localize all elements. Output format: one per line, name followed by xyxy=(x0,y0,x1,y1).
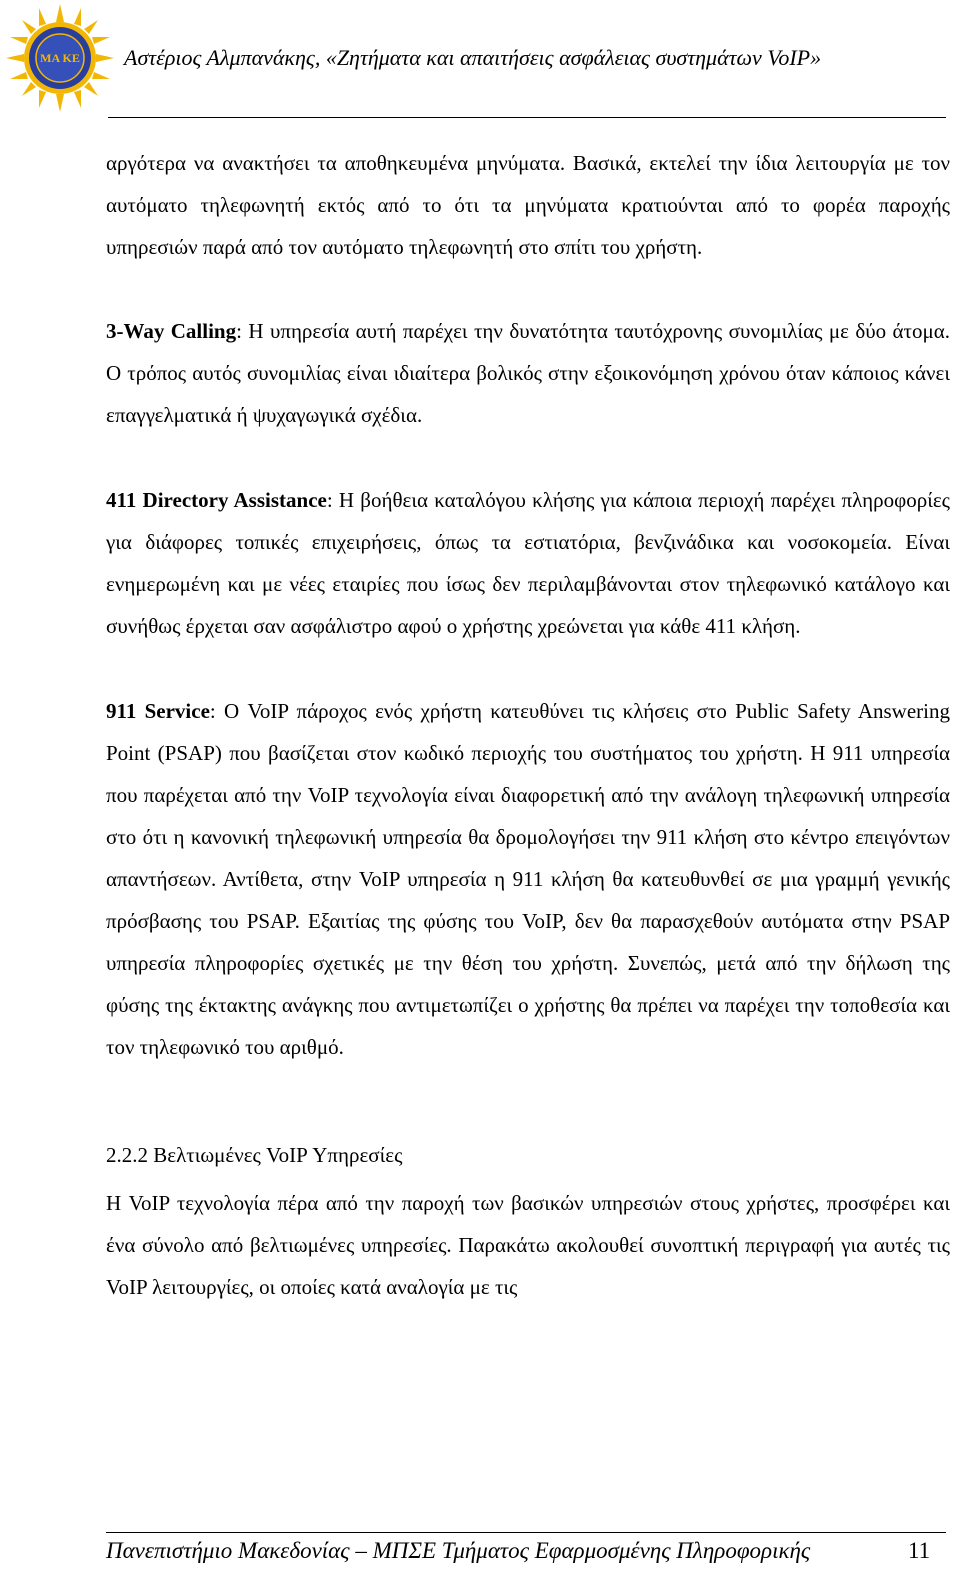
logo-text: ΜΑ ΚΕ xyxy=(40,51,80,65)
paragraph-911-service xyxy=(106,690,950,1068)
section-heading: 2.2.2 Βελτιωμένες VoIP Υπηρεσίες xyxy=(106,1143,403,1167)
page-number: 11 xyxy=(908,1538,931,1563)
footer-divider xyxy=(106,1532,946,1533)
paragraph-411-directory xyxy=(106,479,950,647)
page-body xyxy=(106,142,950,1308)
university-logo xyxy=(6,4,114,112)
paragraph-enhanced-services: Η VoIP τεχνολογία πέρα από την παροχή των βασικών υπηρεσιών στους χρήστες, προσφέρει και ένα σύνολο από βελτιωμένες υπηρεσίες. Παρακάτω ακολουθεί συνοπτική περιγραφή για αυτές τις VoIP λειτουργίες, οι οποίες κατά αναλογία με τις xyxy=(106,1191,950,1299)
text-911-service: : Ο VoIP πάροχος ενός χρήστη κατευθύνει τις κλήσεις στο Public Safety Answering Point (PSAP) που βασίζεται στον κωδικό περιοχής του συστήματος του χρήστη. Η 911 υπηρεσία που παρέχεται από την VoIP τεχνολογία είναι διαφορετική από την ανάλογη τηλεφωνική υπηρεσία στο ότι η κανονική τηλεφωνική υπηρεσία θα δρομολογήσει την 911 κλήση στο κέντρο επειγόντων απαντήσεων. Αντίθετα, στην VoIP υπηρεσία η 911 κλήση θα κατευθυνθεί σε μια γραμμή γενικής πρόσβασης του PSAP. Εξαιτίας της φύσης του VoIP, δεν θα παρασχεθούν αυτόματα στην PSAP υπηρεσία πληροφορίες σχετικές με την θέση του χρήστη. Συνεπώς, μετά από την δήλωση της φύσης της έκτακτης ανάγκης που αντιμετωπίζει ο χρήστης θα πρέπει να παρέχει την τοποθεσία και τον τηλεφωνικό του αριθμό. xyxy=(106,699,950,1059)
paragraph-voicemail-continuation: αργότερα να ανακτήσει τα αποθηκευμένα μηνύματα. Βασικά, εκτελεί την ίδια λειτουργία με τον αυτόματο τηλεφωνητή εκτός από το ότι τα μηνύματα κρατιούνται από το φορέα παροχής υπηρεσιών παρά από τον αυτόματο τηλεφωνητή στο σπίτι του χρήστη. xyxy=(106,151,950,259)
text-411-directory: : Η βοήθεια καταλόγου κλήσης για κάποια περιοχή παρέχει πληροφορίες για διάφορες τοπικές επιχειρήσεις, όπως τα εστιατόρια, βενζινάδικα και νοσοκομεία. Είναι ενημερωμένη και με νέες εταιρίες που ίσως δεν περιλαμβάνονται στον τηλεφωνικό κατάλογο και συνήθως έρχεται σαν ασφάλιστρο αφού ο χρήστης χρεώνεται για κάθε 411 κλήση. xyxy=(106,488,950,638)
term-911-service: 911 Service xyxy=(106,699,210,723)
term-3-way-calling: 3-Way Calling xyxy=(106,319,237,343)
footer-institution: Πανεπιστήμιο Μακεδονίας – ΜΠΣΕ Τμήματος Εφαρμοσμένης Πληροφορικής xyxy=(106,1538,811,1563)
text-3-way-calling: : Η υπηρεσία αυτή παρέχει την δυνατότητα ταυτόχρονης συνομιλίας με δύο άτομα. Ο τρόπος αυτός συνομιλίας είναι ιδιαίτερα βολικός στην εξοικονόμηση χρόνου όταν κάποιος κάνει επαγγελματικά ή ψυχαγωγικά σχέδια. xyxy=(106,319,950,427)
document-header-title: Αστέριος Αλμπανάκης, «Ζητήματα και απαιτήσεις ασφάλειας συστημάτων VoIP» xyxy=(124,45,822,70)
header-divider xyxy=(108,117,946,118)
paragraph-3-way-calling xyxy=(106,310,950,436)
term-411-directory: 411 Directory Assistance xyxy=(106,488,327,512)
